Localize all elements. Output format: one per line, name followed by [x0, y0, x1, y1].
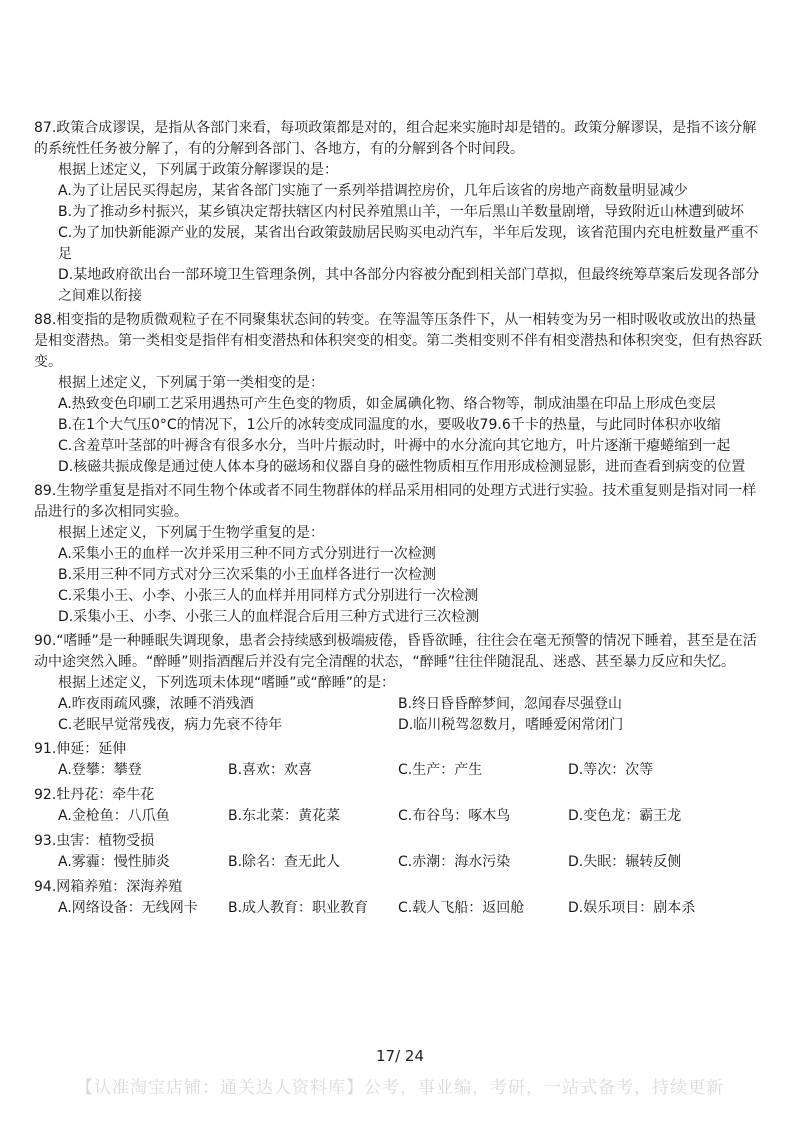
question-stem: 90.“嗜睡”是一种睡眠失调现象，患者会持续感到极端疲倦，昏昏欲睡，往往会在毫无预警的情况下睡着，甚至是在活动中途突然入睡。“醉睡”则指酒醒后并没有完全清醒的状态，“醉睡”往往伴随混乱、迷惑、甚至暴力反应和失忆。 — [34, 633, 757, 670]
option-c: C.载人飞船：返回舱 — [398, 900, 525, 916]
question-stem: 91.伸延：延伸 — [34, 741, 127, 757]
option-d: D.失眠：辗转反侧 — [568, 854, 682, 870]
option-d: D.娱乐项目：剧本杀 — [568, 900, 696, 916]
question-88 — [34, 310, 770, 478]
option-a: A.网络设备：无线网卡 — [58, 900, 198, 916]
document-page — [34, 118, 770, 923]
option-a: A.昨夜雨疏风骤，浓睡不消残酒 — [58, 696, 254, 712]
option-b: B.喜欢：欢喜 — [228, 762, 313, 778]
option-a: A.采集小王的血样一次并采用三种不同方式分别进行一次检测 — [58, 546, 436, 562]
question-87 — [34, 118, 770, 307]
option-a: A.登攀：攀登 — [58, 762, 142, 778]
option-b: B.为了推动乡村振兴，某乡镇决定帮扶辖区内村民养殖黑山羊，一年后黑山羊数量剧增，导致附近山林遭到破坏 — [58, 204, 745, 220]
question-stem: 89.生物学重复是指对不同生物个体或者不同生物群体的样品采用相同的处理方式进行实验。技术重复则是指对同一样品进行的多次相同实验。 — [34, 483, 757, 520]
watermark-text: 【认准淘宝店铺：通关达人资料库】公考，事业编，考研，一站式备考，持续更新 — [76, 1078, 724, 1098]
option-a: A.金枪鱼：八爪鱼 — [58, 808, 170, 824]
option-b: B.除名：查无此人 — [228, 854, 341, 870]
option-a: A.雾霾：慢性肺炎 — [58, 854, 170, 870]
question-91 — [34, 739, 770, 781]
question-93 — [34, 831, 770, 873]
option-row — [34, 694, 770, 715]
option-c: C.老眠早觉常残夜，病力先衰不待年 — [58, 717, 283, 733]
question-90 — [34, 631, 770, 736]
question-92 — [34, 785, 770, 827]
option-c: C.为了加快新能源产业的发展，某省出台政策鼓励居民购买电动汽车，半年后发现，该省范围内充电桩数量严重不足 — [58, 225, 759, 262]
option-c: C.采集小王、小李、小张三人的血样并用同样方式分别进行一次检测 — [58, 588, 479, 604]
option-c: C.生产：产生 — [398, 762, 483, 778]
option-d: D.采集小王、小李、小张三人的血样混合后用三种方式进行三次检测 — [58, 609, 480, 625]
option-row — [34, 852, 770, 873]
option-row — [34, 806, 770, 827]
option-row — [34, 715, 770, 736]
question-stem: 94.网箱养殖：深海养殖 — [34, 879, 183, 895]
option-c: C.含羞草叶茎部的叶褥含有很多水分，当叶片振动时，叶褥中的水分流向其它地方，叶片逐渐干瘪蜷缩到一起 — [58, 438, 731, 454]
option-d: D.核磁共振成像是通过使人体本身的磁场和仪器自身的磁性物质相互作用形成检测显影，进而查看到病变的位置 — [58, 459, 746, 475]
question-stem: 92.牡丹花：牵牛花 — [34, 787, 155, 803]
question-stem: 87.政策合成谬误，是指从各部门来看，每项政策都是对的，组合起来实施时却是错的。政策分解谬误，是指不该分解的系统性任务被分解了，有的分解到各部门、各地方，有的分解到各个时间段。 — [34, 120, 757, 157]
option-d: D.临川税驾忽数月，嗜睡爱闲常闭门 — [398, 717, 624, 733]
option-c: C.赤潮：海水污染 — [398, 854, 511, 870]
option-d: D.某地政府欲出台一部环境卫生管理条例，其中各部分内容被分配到相关部门草拟，但最终统筹草案后发现各部分之间难以衔接 — [58, 267, 760, 304]
question-prompt: 根据上述定义，下列属于生物学重复的是： — [58, 525, 324, 541]
option-d: D.等次：次等 — [568, 762, 654, 778]
question-stem: 93.虫害：植物受损 — [34, 833, 155, 849]
option-a: A.为了让居民买得起房，某省各部门实施了一系列举措调控房价，几年后该省的房地产商数量明显减少 — [58, 183, 688, 199]
option-row — [34, 760, 770, 781]
page-number: 17/ 24 — [376, 1047, 424, 1065]
question-prompt: 根据上述定义，下列选项未体现“嗜睡”或“醉睡”的是： — [58, 675, 396, 691]
option-b: B.终日昏昏醉梦间，忽闻春尽强登山 — [398, 696, 623, 712]
question-stem: 88.相变指的是物质微观粒子在不同聚集状态间的转变。在等温等压条件下，从一相转变为另一相时吸收或放出的热量是相变潜热。第一类相变是指伴有相变潜热和体积突变的相变。第二类相变则不伴有相变潜热和体积突变，但有热容跃变。 — [34, 312, 762, 370]
option-row — [34, 898, 770, 919]
option-d: D.变色龙：霸王龙 — [568, 808, 682, 824]
option-a: A.热致变色印刷工艺采用遇热可产生色变的物质，如金属碘化物、络合物等，制成油墨在印品上形成色变层 — [58, 396, 716, 412]
question-prompt: 根据上述定义，下列属于第一类相变的是： — [58, 375, 324, 391]
question-prompt: 根据上述定义，下列属于政策分解谬误的是： — [58, 162, 338, 178]
option-b: B.在1个大气压0°C的情况下，1公斤的冰转变成同温度的水，要吸收79.6千卡的热量，与此同时体积亦收缩 — [58, 417, 721, 433]
option-b: B.成人教育：职业教育 — [228, 900, 369, 916]
option-b: B.采用三种不同方式对分三次采集的小王血样各进行一次检测 — [58, 567, 437, 583]
option-b: B.东北菜：黄花菜 — [228, 808, 341, 824]
option-c: C.布谷鸟：啄木鸟 — [398, 808, 511, 824]
question-89 — [34, 481, 770, 628]
question-94 — [34, 877, 770, 919]
